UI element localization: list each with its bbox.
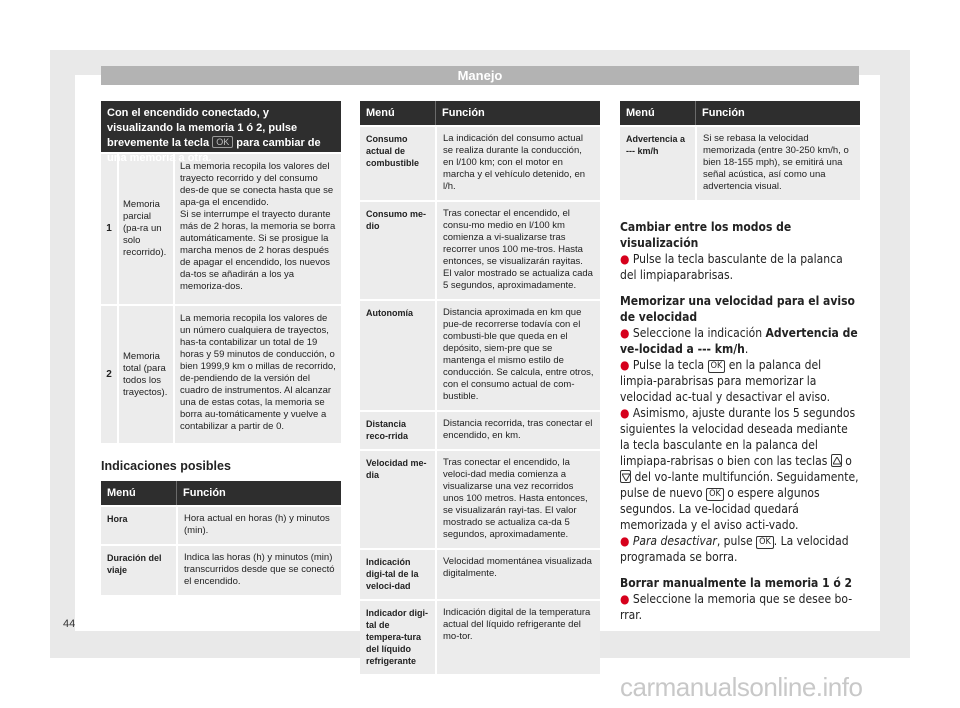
table-row (360, 299, 600, 410)
list-item-text: o (845, 454, 852, 468)
header-menu: Menú (101, 481, 176, 505)
memory-intro (101, 101, 341, 164)
function-cell: Distancia aproximada en km que pue-de recorrerse todavía con el combusti-ble que queda en el depósito, siem-pre que se mantenga el mismo estilo de conducción. Se calcula, entre otros, con el consumo actual de com-bustible. (435, 299, 600, 410)
function-cell: Velocidad momentánea visualizada digitalmente. (435, 548, 600, 599)
menu-cell: Consumo actual de combustible (360, 125, 435, 200)
menu-cell: Hora (101, 505, 176, 544)
list-item-text: del vo-lante multifunción. Seguidamente, pulse de nuevo (620, 470, 859, 500)
ok-key-badge: OK (212, 136, 233, 148)
list-item-text: , pulse (716, 534, 753, 548)
menu-cell: Distancia reco-rrida (360, 410, 435, 449)
function-cell: Hora actual en horas (h) y minutos (min). (176, 505, 341, 544)
function-cell: Distancia recorrida, tras conectar el encendido, en km. (435, 410, 600, 449)
table-row (360, 548, 600, 599)
list-item-text: Pulse la tecla basculante de la palanca del limpiaparabrisas. (620, 252, 843, 282)
list-item (620, 533, 860, 565)
menu-cell: Duración del viaje (101, 544, 176, 595)
header-function: Función (695, 101, 860, 125)
memory-label: Memoria total (para todos los trayectos). (117, 304, 173, 443)
list-item-text: Asimismo, ajuste durante los 5 segundos siguientes la velocidad deseada mediante la tecla basculante en la palanca del limpiapa-rabrisas o bien con las teclas (620, 406, 856, 468)
heading-clear-memory: Borrar manualmente la memoria 1 ó 2 (620, 576, 853, 590)
section-title: Indicaciones posibles (101, 459, 231, 473)
function-cell: La indicación del consumo actual se realiza durante la conducción, en l/100 km; con el motor en marcha y el vehículo detenido, en l/h. (435, 125, 600, 200)
menu-cell: Autonomía (360, 299, 435, 410)
list-item (620, 251, 860, 283)
table-row (360, 125, 600, 200)
function-cell: Indica las horas (h) y minutos (min) transcurridos desde que se conectó el encendido. (176, 544, 341, 595)
list-item (620, 405, 860, 533)
list-item-text: . (744, 342, 749, 356)
function-cell: Indicación digital de la temperatura actual del líquido refrigerante del mo-tor. (435, 599, 600, 674)
table-row (360, 449, 600, 548)
menu-cell: Advertencia a --- km/h (620, 125, 695, 200)
heading-memorize-speed: Memorizar una velocidad para el aviso de velocidad (620, 294, 855, 324)
table-row (360, 410, 600, 449)
memory-description: La memoria recopila los valores de un número cualquiera de trayectos, has-ta contabilizar un total de 19 horas y 59 minutos de conducción, o bien 1999,9 km o millas de recorrido, de-pendiendo de la versión del cuadro de instrumentos. Al alcanzar una de estas cotas, la memoria se borra au-tomáticamente y vuelve a contabilizar a partir de 0. (173, 304, 341, 443)
header-function: Función (176, 481, 341, 505)
memory-table (101, 152, 341, 443)
list-item-text: . La velocidad programada se borra. (620, 534, 849, 564)
table-header (360, 101, 600, 125)
menu-name: Advertencia de ve-locidad a --- km/h (620, 326, 858, 356)
function-cell: Si se rebasa la velocidad memorizada (entre 30-250 km/h, o bien 18-155 mph), se emitirá una señal acústica, así como una advertencia visual. (695, 125, 860, 200)
list-item-text: Seleccione la memoria que se desee bo-rrar. (620, 592, 853, 622)
table-row (360, 200, 600, 299)
memory-label: Memoria parcial (pa-ra un solo recorrido). (117, 152, 173, 304)
menu-cell: Consumo me-dio (360, 200, 435, 299)
table-row (620, 125, 860, 200)
page-header: Manejo (101, 66, 859, 85)
ok-key-icon: OK (706, 488, 724, 501)
table-header (620, 101, 860, 125)
bullet-icon: ● (620, 406, 630, 420)
table-row (101, 505, 341, 544)
bullet-icon: ● (620, 326, 630, 340)
memory-intro-text-after: para cambiar de una memoria a otra. (107, 137, 321, 164)
list-item-text: Pulse la tecla (632, 358, 705, 372)
function-cell: Tras conectar el encendido, el consu-mo medio en l/100 km comienza a vi-sualizarse tras recorrer unos 100 me-tros. Hasta entonces, se visualizarán rayitas. El valor mostrado se actualiza cada 5 segundos, aproximadamente. (435, 200, 600, 299)
ok-key-icon: OK (756, 536, 774, 549)
table-row (360, 599, 600, 674)
heading-display-modes: Cambiar entre los modos de visualización (620, 220, 792, 250)
list-item (620, 591, 860, 623)
menu-cell: Indicación digi-tal de la veloci-dad (360, 548, 435, 599)
list-item-text: en la palanca del limpia-parabrisas para memorizar la velocidad ac-tual y desactivar el aviso. (620, 358, 830, 404)
header-menu: Menú (620, 101, 695, 125)
watermark: carmanualsonline.info (620, 672, 863, 702)
table-row (101, 152, 341, 304)
header-menu: Menú (360, 101, 435, 125)
list-item (620, 325, 860, 357)
header-function: Función (435, 101, 600, 125)
bullet-icon: ● (620, 252, 630, 266)
memory-intro-text: Con el encendido conectado, y visualizando la memoria 1 ó 2, pulse brevemente la tecla (107, 107, 298, 149)
list-item-text: Para desactivar (632, 534, 717, 548)
page-number: 44 (63, 618, 76, 630)
bullet-icon: ● (620, 534, 630, 548)
arrow-down-key-icon (620, 470, 631, 483)
column-left (101, 101, 341, 587)
column-middle (360, 101, 600, 674)
warning-table (620, 101, 860, 200)
bullet-icon: ● (620, 358, 630, 372)
menu-function-table (360, 101, 600, 674)
table-header (101, 481, 341, 505)
indications-table (101, 481, 341, 595)
ok-key-icon: OK (708, 360, 726, 373)
function-cell: Tras conectar el encendido, la veloci-dad media comienza a visualizarse una vez recorridos unos 100 metros. Hasta entonces, se visualizarán rayi-tas. El valor mostrado se actualiza ca-da 5 segundos, aproximadamente. (435, 449, 600, 548)
arrow-up-key-icon (831, 454, 842, 467)
table-row (101, 544, 341, 595)
memory-description: La memoria recopila los valores del trayecto recorrido y del consumo des-de que se conecta hasta que se apa-ga el encendido. Si se interrumpe el trayecto durante más de 2 horas, la memoria se borra automáticamente. Si se prosigue la marcha menos de 2 horas después de apagar el encendido, los nuevos da-tos se añadirán a los ya memoriza-dos. (173, 152, 341, 304)
column-right (620, 101, 860, 623)
list-item-text: Seleccione la indicación (632, 326, 763, 340)
bullet-icon: ● (620, 592, 630, 606)
menu-cell: Indicador digi-tal de tempera-tura del líquido refrigerante (360, 599, 435, 674)
menu-cell: Velocidad me-dia (360, 449, 435, 548)
memory-number: 2 (101, 304, 117, 443)
memory-number: 1 (101, 152, 117, 304)
table-row (101, 304, 341, 443)
list-item-text: o espere algunos segundos. La ve-locidad quedará memorizada y el aviso acti-vado. (620, 486, 820, 532)
list-item (620, 357, 860, 405)
instructions (620, 219, 860, 623)
